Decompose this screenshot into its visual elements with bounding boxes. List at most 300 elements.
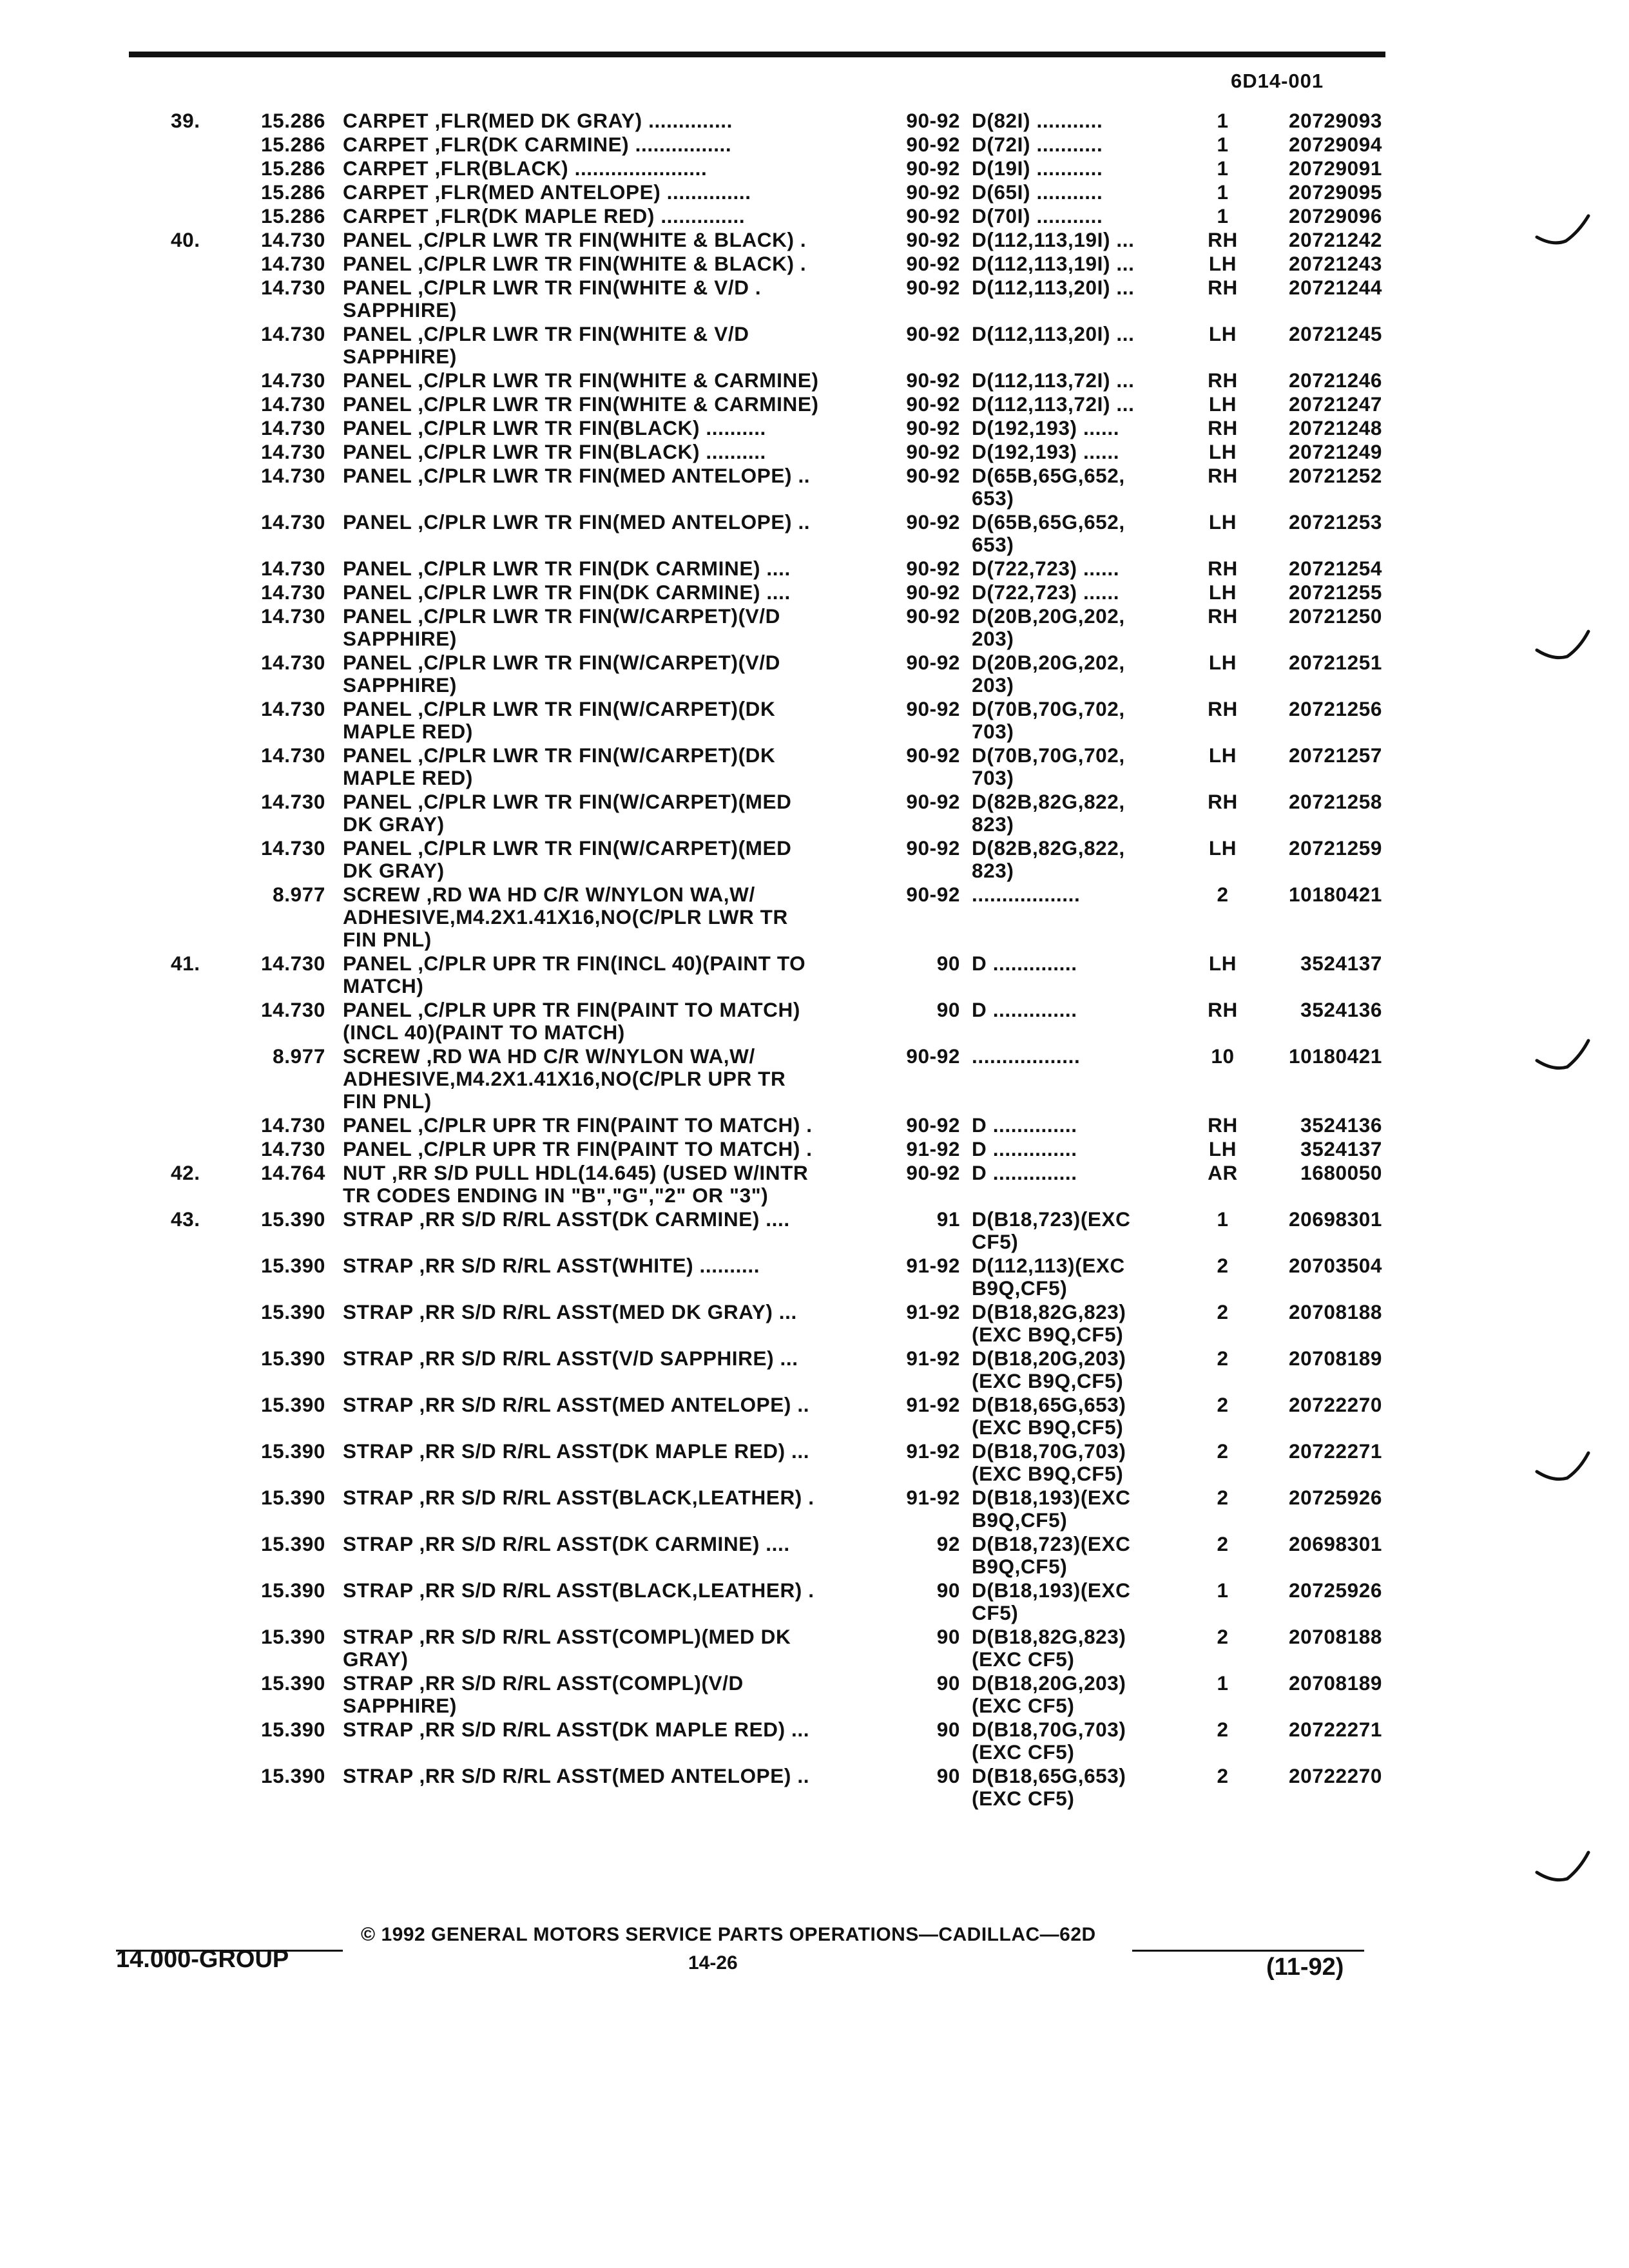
- page-number: 14-26: [688, 1952, 738, 1974]
- part-number: 20721248: [1289, 416, 1382, 439]
- quantity: RH: [1208, 369, 1238, 392]
- part-number: 20721259: [1289, 836, 1382, 860]
- group-number: 15.390: [261, 1439, 325, 1463]
- ref-number: 40.: [171, 228, 200, 251]
- table-row: [0, 1440, 1629, 1486]
- part-description: CARPET ,FLR(BLACK) ......................: [343, 157, 708, 180]
- option-codes: D(192,193) ......: [972, 440, 1120, 463]
- table-row: [0, 1138, 1629, 1162]
- quantity: 1: [1217, 204, 1229, 227]
- part-description: STRAP ,RR S/D R/RL ASST(DK CARMINE) ....: [343, 1207, 790, 1231]
- table-row: [0, 417, 1629, 441]
- part-description: STRAP ,RR S/D R/RL ASST(V/D SAPPHIRE) ...: [343, 1347, 798, 1370]
- part-number: 20708189: [1289, 1671, 1382, 1695]
- part-description: PANEL ,C/PLR LWR TR FIN(WHITE & BLACK) .: [343, 228, 807, 251]
- model-years: 90-92: [906, 557, 960, 580]
- group-number: 14.730: [261, 836, 325, 860]
- part-description: STRAP ,RR S/D R/RL ASST(DK MAPLE RED) ...: [343, 1439, 810, 1463]
- part-description: PANEL ,C/PLR LWR TR FIN(W/CARPET)(V/D SAPPHIRE): [343, 651, 780, 697]
- part-number: 20729095: [1289, 180, 1382, 204]
- quantity: LH: [1208, 744, 1237, 767]
- model-years: 92: [936, 1532, 960, 1555]
- model-years: 90-92: [906, 744, 960, 767]
- group-number: 14.730: [261, 392, 325, 416]
- option-codes: D(65I) ...........: [972, 180, 1103, 204]
- quantity: RH: [1208, 276, 1238, 299]
- part-number: 20703504: [1289, 1254, 1382, 1277]
- table-row: [0, 1045, 1629, 1114]
- quantity: 1: [1217, 109, 1229, 132]
- model-years: 90-92: [906, 651, 960, 674]
- table-row: [0, 883, 1629, 952]
- option-codes: D(B18,70G,703) (EXC CF5): [972, 1718, 1126, 1763]
- group-number: 14.730: [261, 952, 325, 975]
- table-row: [0, 393, 1629, 417]
- group-number: 14.730: [261, 581, 325, 604]
- part-number: 20721253: [1289, 510, 1382, 533]
- model-years: 90-92: [906, 1113, 960, 1137]
- model-years: 90-92: [906, 1044, 960, 1068]
- table-row: [0, 181, 1629, 205]
- quantity: RH: [1208, 790, 1238, 813]
- model-years: 91-92: [906, 1439, 960, 1463]
- part-number: 10180421: [1289, 883, 1382, 906]
- model-years: 90: [936, 1579, 960, 1602]
- quantity: 2: [1217, 1718, 1229, 1741]
- table-row: [0, 511, 1629, 557]
- part-description: CARPET ,FLR(MED ANTELOPE) ..............: [343, 180, 751, 204]
- model-years: 90: [936, 1764, 960, 1787]
- group-number: 15.286: [261, 109, 325, 132]
- model-years: 91-92: [906, 1486, 960, 1509]
- part-number: 20722270: [1289, 1764, 1382, 1787]
- table-row: [0, 1208, 1629, 1254]
- option-codes: D(112,113,72I) ...: [972, 392, 1135, 416]
- part-number: 20698301: [1289, 1207, 1382, 1231]
- part-description: STRAP ,RR S/D R/RL ASST(COMPL)(MED DK GRAY): [343, 1625, 791, 1671]
- table-row: [0, 791, 1629, 837]
- model-years: 90-92: [906, 392, 960, 416]
- part-description: PANEL ,C/PLR LWR TR FIN(W/CARPET)(DK MAPLE RED): [343, 697, 776, 743]
- group-number: 15.390: [261, 1393, 325, 1416]
- quantity: 2: [1217, 1300, 1229, 1323]
- part-number: 20721242: [1289, 228, 1382, 251]
- option-codes: D(192,193) ......: [972, 416, 1120, 439]
- group-number: 15.286: [261, 133, 325, 156]
- quantity: 2: [1217, 1625, 1229, 1648]
- part-description: PANEL ,C/PLR LWR TR FIN(W/CARPET)(DK MAPLE RED): [343, 744, 776, 789]
- quantity: LH: [1208, 322, 1237, 345]
- part-number: 3524137: [1300, 1137, 1382, 1160]
- part-number: 20721252: [1289, 464, 1382, 487]
- part-number: 20722270: [1289, 1393, 1382, 1416]
- quantity: 1: [1217, 157, 1229, 180]
- model-years: 91: [936, 1207, 960, 1231]
- quantity: RH: [1208, 1113, 1238, 1137]
- group-number: 15.390: [261, 1718, 325, 1741]
- option-codes: D(B18,723)(EXC B9Q,CF5): [972, 1532, 1131, 1578]
- group-number: 15.390: [261, 1486, 325, 1509]
- model-years: 90-92: [906, 109, 960, 132]
- part-description: STRAP ,RR S/D R/RL ASST(DK MAPLE RED) ...: [343, 1718, 810, 1741]
- option-codes: D(65B,65G,652, 653): [972, 510, 1125, 556]
- model-years: 90-92: [906, 464, 960, 487]
- part-description: PANEL ,C/PLR UPR TR FIN(INCL 40)(PAINT TO MATCH): [343, 952, 806, 997]
- option-codes: D ..............: [972, 998, 1077, 1021]
- table-row: [0, 605, 1629, 651]
- table-row: [0, 369, 1629, 393]
- part-number: 20708188: [1289, 1625, 1382, 1648]
- option-codes: D(19I) ...........: [972, 157, 1103, 180]
- part-description: STRAP ,RR S/D R/RL ASST(BLACK,LEATHER) .: [343, 1579, 815, 1602]
- option-codes: D(B18,82G,823) (EXC B9Q,CF5): [972, 1300, 1126, 1346]
- part-number: 20721249: [1289, 440, 1382, 463]
- table-row: [0, 441, 1629, 465]
- quantity: LH: [1208, 651, 1237, 674]
- group-number: 14.730: [261, 557, 325, 580]
- option-codes: D(112,113,19I) ...: [972, 228, 1135, 251]
- part-description: STRAP ,RR S/D R/RL ASST(COMPL)(V/D SAPPHIRE): [343, 1671, 744, 1717]
- table-row: [0, 1533, 1629, 1579]
- option-codes: D(70B,70G,702, 703): [972, 744, 1125, 789]
- ref-number: 43.: [171, 1207, 200, 1231]
- part-number: 20721258: [1289, 790, 1382, 813]
- option-codes: D(B18,193)(EXC B9Q,CF5): [972, 1486, 1131, 1532]
- ref-number: 39.: [171, 109, 200, 132]
- quantity: LH: [1208, 252, 1237, 275]
- part-number: 20729093: [1289, 109, 1382, 132]
- group-number: 15.390: [261, 1764, 325, 1787]
- copyright-notice: © 1992 GENERAL MOTORS SERVICE PARTS OPERATIONS—CADILLAC—62D: [361, 1924, 1096, 1945]
- table-row: [0, 837, 1629, 883]
- table-row: [0, 465, 1629, 511]
- model-years: 90-92: [906, 1161, 960, 1184]
- option-codes: D(B18,70G,703) (EXC B9Q,CF5): [972, 1439, 1126, 1485]
- model-years: 90-92: [906, 440, 960, 463]
- option-codes: D(B18,20G,203) (EXC B9Q,CF5): [972, 1347, 1126, 1392]
- part-number: 20729096: [1289, 204, 1382, 227]
- table-row: [0, 276, 1629, 323]
- model-years: 90-92: [906, 697, 960, 720]
- part-description: STRAP ,RR S/D R/RL ASST(MED DK GRAY) ...: [343, 1300, 797, 1323]
- model-years: 90-92: [906, 416, 960, 439]
- part-number: 20721257: [1289, 744, 1382, 767]
- group-number: 14.730: [261, 440, 325, 463]
- model-years: 90: [936, 1718, 960, 1741]
- quantity: RH: [1208, 228, 1238, 251]
- part-description: PANEL ,C/PLR LWR TR FIN(DK CARMINE) ....: [343, 581, 791, 604]
- table-row: [0, 1162, 1629, 1208]
- quantity: 1: [1217, 1207, 1229, 1231]
- table-row: [0, 229, 1629, 253]
- quantity: 2: [1217, 1486, 1229, 1509]
- footer-rule-right: [1132, 1950, 1364, 1952]
- group-number: 14.730: [261, 744, 325, 767]
- table-row: [0, 651, 1629, 698]
- group-number: 14.730: [261, 464, 325, 487]
- part-number: 20721243: [1289, 252, 1382, 275]
- group-number: 14.730: [261, 604, 325, 628]
- model-years: 90-92: [906, 180, 960, 204]
- group-number: 15.286: [261, 204, 325, 227]
- part-description: SCREW ,RD WA HD C/R W/NYLON WA,W/ ADHESIVE,M4.2X1.41X16,NO(C/PLR LWR TR FIN PNL): [343, 883, 788, 951]
- part-description: PANEL ,C/PLR UPR TR FIN(PAINT TO MATCH) (INCL 40)(PAINT TO MATCH): [343, 998, 800, 1044]
- quantity: 2: [1217, 883, 1229, 906]
- option-codes: D(722,723) ......: [972, 557, 1120, 580]
- option-codes: D(112,113,20I) ...: [972, 322, 1135, 345]
- table-row: [0, 1347, 1629, 1394]
- part-number: 20722271: [1289, 1439, 1382, 1463]
- ref-number: 41.: [171, 952, 200, 975]
- option-codes: D(B18,20G,203) (EXC CF5): [972, 1671, 1126, 1717]
- table-row: [0, 1579, 1629, 1626]
- model-years: 90-92: [906, 510, 960, 533]
- part-description: PANEL ,C/PLR LWR TR FIN(WHITE & V/D SAPPHIRE): [343, 322, 749, 368]
- group-number: 14.730: [261, 276, 325, 299]
- quantity: 2: [1217, 1393, 1229, 1416]
- part-description: SCREW ,RD WA HD C/R W/NYLON WA,W/ ADHESIVE,M4.2X1.41X16,NO(C/PLR UPR TR FIN PNL): [343, 1044, 786, 1113]
- group-number: 15.286: [261, 157, 325, 180]
- part-description: STRAP ,RR S/D R/RL ASST(MED ANTELOPE) ..: [343, 1393, 810, 1416]
- option-codes: D(70I) ...........: [972, 204, 1103, 227]
- table-row: [0, 110, 1629, 133]
- option-codes: D(112,113,72I) ...: [972, 369, 1135, 392]
- check-mark-icon: [1534, 1849, 1592, 1888]
- group-number: 14.730: [261, 252, 325, 275]
- group-label: 14.000-GROUP: [116, 1946, 289, 1973]
- option-codes: D(20B,20G,202, 203): [972, 604, 1125, 650]
- part-description: PANEL ,C/PLR LWR TR FIN(DK CARMINE) ....: [343, 557, 791, 580]
- group-number: 15.390: [261, 1532, 325, 1555]
- group-number: 14.730: [261, 697, 325, 720]
- model-years: 90-92: [906, 228, 960, 251]
- quantity: LH: [1208, 510, 1237, 533]
- quantity: LH: [1208, 392, 1237, 416]
- group-number: 15.286: [261, 180, 325, 204]
- table-row: [0, 1718, 1629, 1765]
- check-mark-icon: [1534, 1037, 1592, 1076]
- group-number: 15.390: [261, 1671, 325, 1695]
- option-codes: D(82I) ...........: [972, 109, 1103, 132]
- part-description: CARPET ,FLR(DK CARMINE) ................: [343, 133, 732, 156]
- model-years: 90: [936, 952, 960, 975]
- table-row: [0, 698, 1629, 744]
- option-codes: D(82B,82G,822, 823): [972, 790, 1125, 836]
- quantity: LH: [1208, 952, 1237, 975]
- option-codes: ..................: [972, 883, 1081, 906]
- option-codes: D(72I) ...........: [972, 133, 1103, 156]
- part-number: 3524136: [1300, 998, 1382, 1021]
- model-years: 90-92: [906, 581, 960, 604]
- model-years: 91-92: [906, 1300, 960, 1323]
- table-row: [0, 1765, 1629, 1811]
- model-years: 91-92: [906, 1137, 960, 1160]
- part-description: PANEL ,C/PLR LWR TR FIN(BLACK) ..........: [343, 440, 766, 463]
- table-row: [0, 1486, 1629, 1533]
- option-codes: ..................: [972, 1044, 1081, 1068]
- group-number: 15.390: [261, 1579, 325, 1602]
- group-number: 15.390: [261, 1625, 325, 1648]
- quantity: 2: [1217, 1439, 1229, 1463]
- part-description: PANEL ,C/PLR UPR TR FIN(PAINT TO MATCH) .: [343, 1113, 813, 1137]
- part-number: 20725926: [1289, 1579, 1382, 1602]
- option-codes: D(B18,723)(EXC CF5): [972, 1207, 1131, 1253]
- model-years: 90-92: [906, 883, 960, 906]
- quantity: LH: [1208, 836, 1237, 860]
- part-number: 20721244: [1289, 276, 1382, 299]
- part-number: 3524137: [1300, 952, 1382, 975]
- part-description: PANEL ,C/PLR LWR TR FIN(MED ANTELOPE) ..: [343, 464, 811, 487]
- quantity: LH: [1208, 581, 1237, 604]
- table-row: [0, 999, 1629, 1045]
- parts-list: [0, 110, 1629, 1811]
- group-number: 14.730: [261, 998, 325, 1021]
- group-number: 14.730: [261, 322, 325, 345]
- top-rule: [129, 52, 1385, 57]
- table-row: [0, 581, 1629, 605]
- part-description: CARPET ,FLR(MED DK GRAY) ..............: [343, 109, 733, 132]
- part-number: 20729094: [1289, 133, 1382, 156]
- group-number: 14.730: [261, 228, 325, 251]
- group-number: 15.390: [261, 1254, 325, 1277]
- part-description: PANEL ,C/PLR UPR TR FIN(PAINT TO MATCH) .: [343, 1137, 813, 1160]
- table-row: [0, 1394, 1629, 1440]
- part-number: 20708188: [1289, 1300, 1382, 1323]
- option-codes: D ..............: [972, 1161, 1077, 1184]
- model-years: 90-92: [906, 604, 960, 628]
- check-mark-icon: [1534, 1450, 1592, 1488]
- model-years: 90-92: [906, 204, 960, 227]
- model-years: 90-92: [906, 369, 960, 392]
- page-code: 6D14-001: [1231, 70, 1324, 92]
- group-number: 15.390: [261, 1207, 325, 1231]
- model-years: 90-92: [906, 252, 960, 275]
- option-codes: D ..............: [972, 1137, 1077, 1160]
- table-row: [0, 1301, 1629, 1347]
- table-row: [0, 744, 1629, 791]
- group-number: 14.764: [261, 1161, 325, 1184]
- option-codes: D(82B,82G,822, 823): [972, 836, 1125, 882]
- quantity: 2: [1217, 1254, 1229, 1277]
- model-years: 91-92: [906, 1254, 960, 1277]
- model-years: 90-92: [906, 133, 960, 156]
- model-years: 91-92: [906, 1347, 960, 1370]
- quantity: RH: [1208, 697, 1238, 720]
- table-row: [0, 323, 1629, 369]
- table-row: [0, 1626, 1629, 1672]
- quantity: AR: [1208, 1161, 1238, 1184]
- part-description: PANEL ,C/PLR LWR TR FIN(W/CARPET)(V/D SAPPHIRE): [343, 604, 780, 650]
- ref-number: 42.: [171, 1161, 200, 1184]
- table-row: [0, 205, 1629, 229]
- model-years: 90: [936, 1625, 960, 1648]
- quantity: 1: [1217, 133, 1229, 156]
- option-codes: D(B18,65G,653) (EXC B9Q,CF5): [972, 1393, 1126, 1439]
- part-description: PANEL ,C/PLR LWR TR FIN(W/CARPET)(MED DK GRAY): [343, 836, 792, 882]
- quantity: 2: [1217, 1347, 1229, 1370]
- part-number: 20721250: [1289, 604, 1382, 628]
- table-row: [0, 1672, 1629, 1718]
- part-description: STRAP ,RR S/D R/RL ASST(WHITE) ..........: [343, 1254, 760, 1277]
- quantity: LH: [1208, 1137, 1237, 1160]
- group-number: 14.730: [261, 369, 325, 392]
- table-row: [0, 157, 1629, 181]
- group-number: 15.390: [261, 1347, 325, 1370]
- revision-date: (11-92): [1266, 1954, 1344, 1981]
- quantity: RH: [1208, 604, 1238, 628]
- quantity: 10: [1211, 1044, 1235, 1068]
- option-codes: D(B18,193)(EXC CF5): [972, 1579, 1131, 1624]
- model-years: 90-92: [906, 790, 960, 813]
- model-years: 91-92: [906, 1393, 960, 1416]
- group-number: 15.390: [261, 1300, 325, 1323]
- part-description: PANEL ,C/PLR LWR TR FIN(MED ANTELOPE) ..: [343, 510, 811, 533]
- part-number: 20721246: [1289, 369, 1382, 392]
- group-number: 14.730: [261, 510, 325, 533]
- option-codes: D(112,113,20I) ...: [972, 276, 1135, 299]
- model-years: 90-92: [906, 276, 960, 299]
- model-years: 90: [936, 1671, 960, 1695]
- option-codes: D(70B,70G,702, 703): [972, 697, 1125, 743]
- part-number: 3524136: [1300, 1113, 1382, 1137]
- part-description: NUT ,RR S/D PULL HDL(14.645) (USED W/INTR TR CODES ENDING IN "B","G","2" OR "3"): [343, 1161, 809, 1207]
- part-number: 20729091: [1289, 157, 1382, 180]
- check-mark-icon: [1534, 628, 1592, 667]
- part-number: 1680050: [1300, 1161, 1382, 1184]
- part-number: 20721247: [1289, 392, 1382, 416]
- table-row: [0, 253, 1629, 276]
- option-codes: D(65B,65G,652, 653): [972, 464, 1125, 510]
- quantity: 1: [1217, 180, 1229, 204]
- quantity: RH: [1208, 464, 1238, 487]
- part-description: STRAP ,RR S/D R/RL ASST(MED ANTELOPE) ..: [343, 1764, 810, 1787]
- group-number: 14.730: [261, 651, 325, 674]
- part-description: STRAP ,RR S/D R/RL ASST(DK CARMINE) ....: [343, 1532, 790, 1555]
- part-description: PANEL ,C/PLR LWR TR FIN(WHITE & CARMINE): [343, 392, 819, 416]
- part-description: PANEL ,C/PLR LWR TR FIN(WHITE & CARMINE): [343, 369, 819, 392]
- part-number: 20708189: [1289, 1347, 1382, 1370]
- part-number: 20721254: [1289, 557, 1382, 580]
- quantity: RH: [1208, 416, 1238, 439]
- part-number: 10180421: [1289, 1044, 1382, 1068]
- quantity: 1: [1217, 1579, 1229, 1602]
- model-years: 90: [936, 998, 960, 1021]
- table-row: [0, 952, 1629, 999]
- quantity: 2: [1217, 1764, 1229, 1787]
- part-number: 20725926: [1289, 1486, 1382, 1509]
- quantity: LH: [1208, 440, 1237, 463]
- option-codes: D(112,113,19I) ...: [972, 252, 1135, 275]
- group-number: 14.730: [261, 416, 325, 439]
- model-years: 90-92: [906, 322, 960, 345]
- option-codes: D ..............: [972, 1113, 1077, 1137]
- part-description: PANEL ,C/PLR LWR TR FIN(WHITE & BLACK) .: [343, 252, 807, 275]
- group-number: 14.730: [261, 1113, 325, 1137]
- table-row: [0, 133, 1629, 157]
- group-number: 14.730: [261, 1137, 325, 1160]
- quantity: RH: [1208, 998, 1238, 1021]
- model-years: 90-92: [906, 836, 960, 860]
- part-description: PANEL ,C/PLR LWR TR FIN(WHITE & V/D . SAPPHIRE): [343, 276, 762, 322]
- part-number: 20721245: [1289, 322, 1382, 345]
- group-number: 8.977: [273, 1044, 325, 1068]
- option-codes: D(B18,65G,653) (EXC CF5): [972, 1764, 1126, 1810]
- part-number: 20721255: [1289, 581, 1382, 604]
- option-codes: D(722,723) ......: [972, 581, 1120, 604]
- quantity: 1: [1217, 1671, 1229, 1695]
- part-description: CARPET ,FLR(DK MAPLE RED) ..............: [343, 204, 746, 227]
- check-mark-icon: [1534, 213, 1592, 251]
